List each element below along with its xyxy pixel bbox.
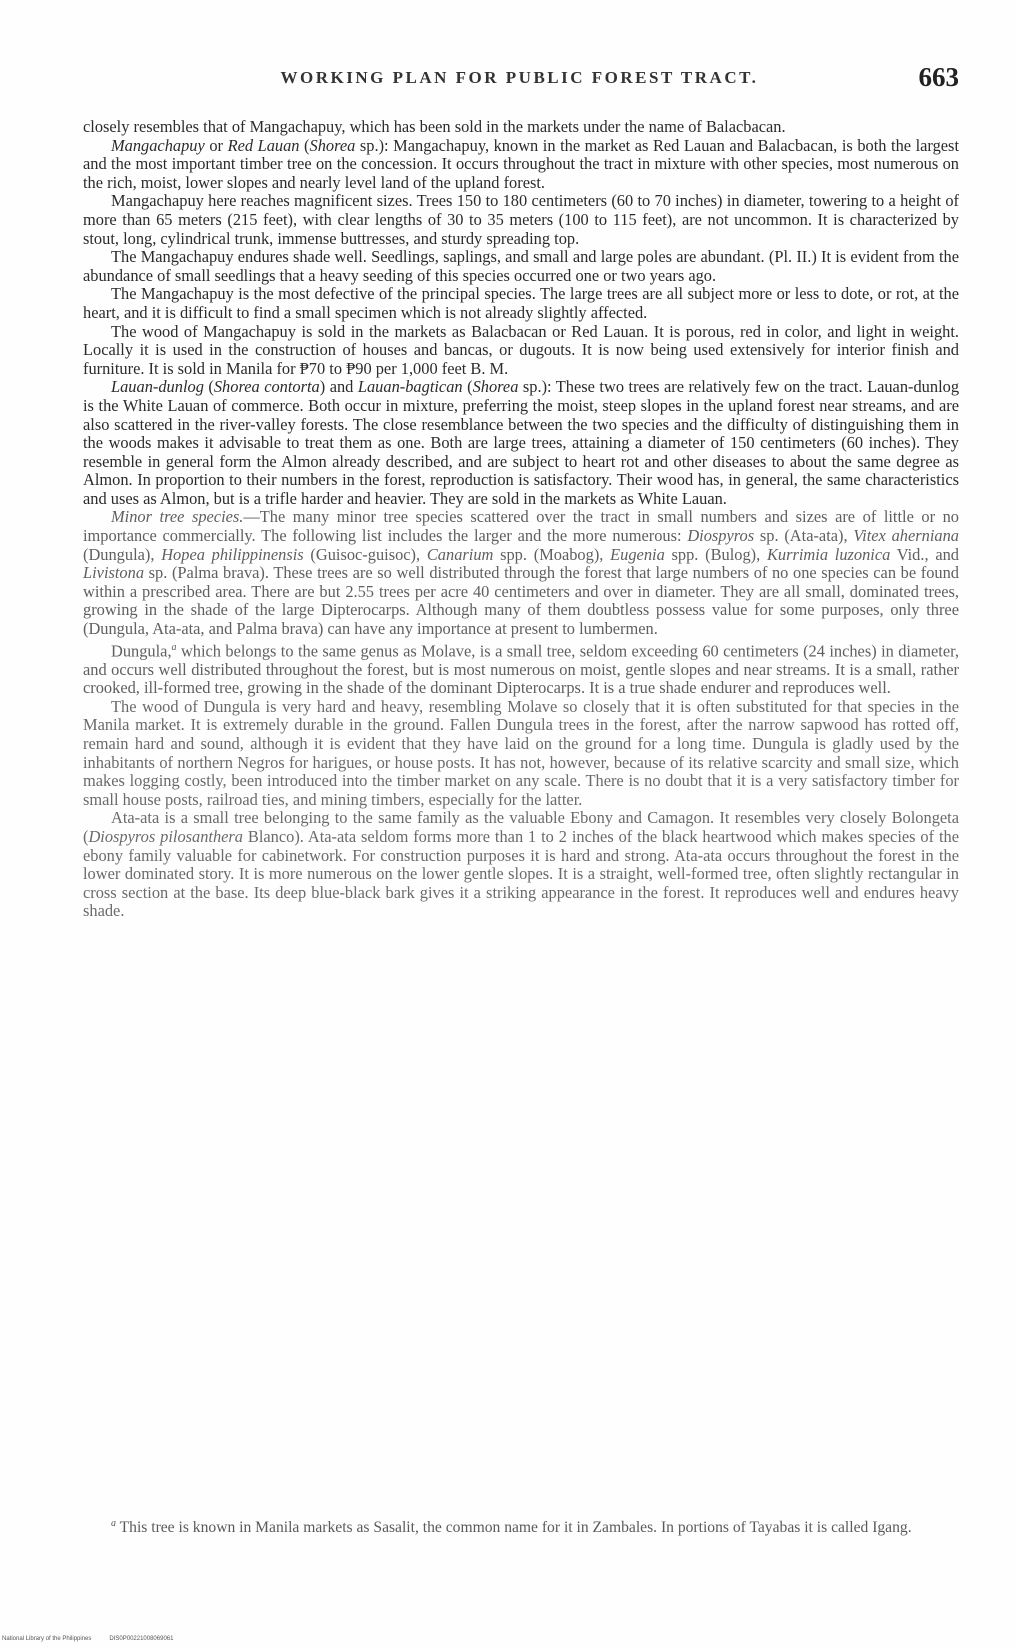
text-run: ) and <box>319 377 358 397</box>
text-run: ( <box>462 377 473 397</box>
scan-imprint <box>2 1636 191 1642</box>
imprint-library: National Library of the Philippines <box>2 1636 92 1642</box>
text-run: Mangachapuy, known in the market as Red Lauan and Balacbacan, is both the largest and the most important timber tree on the concession. It occurs throughout the tract in mixture with other species, most numerous on the rich, moist, lower slopes and nearly level land of the upland forest. <box>83 135 959 192</box>
paragraph-lauan <box>83 378 959 508</box>
scientific-name: Kurrimia luzonica <box>766 544 891 564</box>
scientific-name: Diospyros <box>687 526 755 546</box>
species-heading: Mangachapuy <box>111 135 205 155</box>
scientific-name: Canarium <box>426 544 494 564</box>
footnote-text: This tree is known in Manila markets as Sasalit, the common name for it in Zambales. In portions of Tayabas it is called Igang. <box>116 1519 912 1537</box>
paragraph-dungula-wood: The wood of Dungula is very hard and heavy, resembling Molave so closely that it is often substituted for that species in the Manila market. It is extremely durable in the ground. Fallen Dungula trees in the forest, after the narrow sapwood has rotted off, remain hard and sound, although it is evident that they have laid on the ground for a long time. Dungula is gladly used by the inhabitants of northern Negros for harigues, or house posts. It has not, however, because of its relative scarcity and small size, which makes logging costly, been introduced into the timber market on any scale. There is no doubt that it is a very satisfactory timber for small house posts, railroad ties, and mining timbers, especially for the latter. <box>83 696 959 809</box>
page-header <box>80 62 959 102</box>
species-heading: Lauan-dunlog <box>111 377 204 397</box>
imprint-id: DIS0P00221008069061 <box>109 1636 174 1642</box>
scientific-name: Eugenia <box>610 544 665 564</box>
scientific-name: Shorea <box>472 377 519 397</box>
paragraph-mangachapuy-wood: The wood of Mangachapuy is sold in the markets as Balacbacan or Red Lauan. It is porous, red in color, and light in weight. Locally it is used in the construction of houses and bancas, or dugouts. It is now being used extensively for interior finish and furniture. It is sold in Manila for ₱70 to ₱90 per 1,000 feet B. M. <box>83 321 959 378</box>
text-run: —The many minor tree species scattered over the tract in small numbers and sizes are of little or no importance commercially. The following list includes the larger and the more numerous: <box>83 507 959 546</box>
paragraph-mangachapuy-intro <box>83 137 959 193</box>
footnote-marker: a <box>171 641 177 653</box>
scientific-name: Vitex aherniana <box>853 526 959 546</box>
text-run: sp.): <box>518 377 556 397</box>
text-run: (Guisoc-guisoc), <box>303 544 427 564</box>
footnote <box>83 1514 959 1537</box>
species-heading-alt: Lauan-bagtican <box>357 377 463 397</box>
scientific-name: Shorea contorta <box>213 377 320 397</box>
text-run: (Dungula), <box>83 544 162 564</box>
text-run: Blanco). Ata-ata seldom forms more than 1 to 2 inches of the black heartwood which makes species of the ebony family valuable for cabinetwork. For construction purposes it is hard and strong. Ata-ata occurs throughout the forest in the lower dominated story. It is more numerous on the lower gentle slopes. It is a straight, well-formed tree, often slightly rectangular in cross section at the base. Its deep blue-black bark gives it a striking appearance in the forest. It reproduces well and endures heavy shade. <box>83 827 959 921</box>
running-head: WORKING PLAN FOR PUBLIC FOREST TRACT. <box>280 68 759 87</box>
scientific-name: Diospyros pilosanthera <box>88 827 244 847</box>
text-run: spp. (Bulog), <box>664 544 767 564</box>
text-run: These two trees are relatively few on the tract. Lauan-dunlog is the White Lauan of commerce. Both occur in mixture, preferring the moist, steep slopes in the upland forest near streams, and are also scattered in the river-valley forests. The close resemblance between the two species and the difficulty of distinguishing them in the woods makes it advisable to treat them as one. Both are large trees, attaining a diameter of 150 centimeters (60 inches). They resemble in general form the Almon already described, and are subject to heart rot and other diseases to about the same degree as Almon. In proportion to their numbers in the forest, reproduction is satisfactory. Their wood has, in general, the same characteristics and uses as Almon, but is a trifle harder and heavier. They are sold in the markets as White Lauan. <box>83 377 960 508</box>
page-number: 663 <box>918 62 959 92</box>
text-run: sp.): <box>355 135 394 155</box>
text-run: Vid., and <box>890 544 959 564</box>
paragraph-mangachapuy-size: Mangachapuy here reaches magnificent sizes. Trees 150 to 180 centimeters (60 to 70 inches) in diameter, towering to a height of more than 65 meters (215 feet), with clear lengths of 30 to 35 meters (100 to 115 feet), are not uncommon. It is characterized by stout, long, cylindrical trunk, immense buttresses, and sturdy spreading top. <box>83 191 959 248</box>
text-run: Dungula, <box>111 641 172 661</box>
paragraph-mangachapuy-shade: The Mangachapuy endures shade well. Seedlings, saplings, and small and large poles are abundant. (Pl. II.) It is evident from the abundance of small seedlings that a heavy seeding of this species occurred one or two years ago. <box>83 247 959 285</box>
text-run: spp. (Moabog), <box>493 544 611 564</box>
section-heading: Minor tree species. <box>111 507 244 527</box>
paragraph-minor-species <box>83 508 959 638</box>
text-run: Ata-ata is a small tree belonging to the same family as the valuable Ebony and Camagon. It resembles very closely Bolongeta ( <box>83 808 959 847</box>
paragraph-continuation: closely resembles that of Mangachapuy, which has been sold in the markets under the name of Balacbacan. <box>83 117 786 136</box>
text-run: sp. (Ata-ata), <box>754 526 854 546</box>
text-run: ( <box>203 377 214 397</box>
footnote-marker: a <box>111 1518 116 1529</box>
text-run: sp. (Palma brava). These trees are so well distributed through the forest that large numbers of no one species can be found within a prescribed area. There are but 2.55 trees per acre 40 centimeters and over in diameter. They are all small, dominated trees, growing in the shade of the large Dipterocarps. Although many of them doubtless possess value for some purposes, only three (Dungula, Ata-ata, and Palma brava) can have any importance at present to lumbermen. <box>83 563 959 639</box>
text-run: ( <box>299 135 310 155</box>
body-text <box>83 118 959 921</box>
scientific-name: Hopea philippinensis <box>161 544 304 564</box>
paragraph-ata-ata <box>83 809 959 921</box>
scientific-name: Livistona <box>83 563 145 583</box>
paragraph-dungula <box>83 639 959 698</box>
text-run: which belongs to the same genus as Molave, is a small tree, seldom exceeding 60 centimeters (24 inches) in diameter, and occurs well distributed throughout the forest, but is most numerous on moist, gentle slopes and near streams. It is a small, rather crooked, ill-formed tree, growing in the shade of the dominant Dipterocarps. It is a true shade endurer and reproduces well. <box>83 641 959 698</box>
scientific-name: Shorea <box>309 135 356 155</box>
text-run: or <box>204 135 228 155</box>
paragraph-mangachapuy-defects: The Mangachapuy is the most defective of the principal species. The large trees are all subject more or less to dote, or rot, at the heart, and it is difficult to find a small specimen which is not already slightly affected. <box>83 284 959 322</box>
species-heading-alt: Red Lauan <box>227 135 300 155</box>
